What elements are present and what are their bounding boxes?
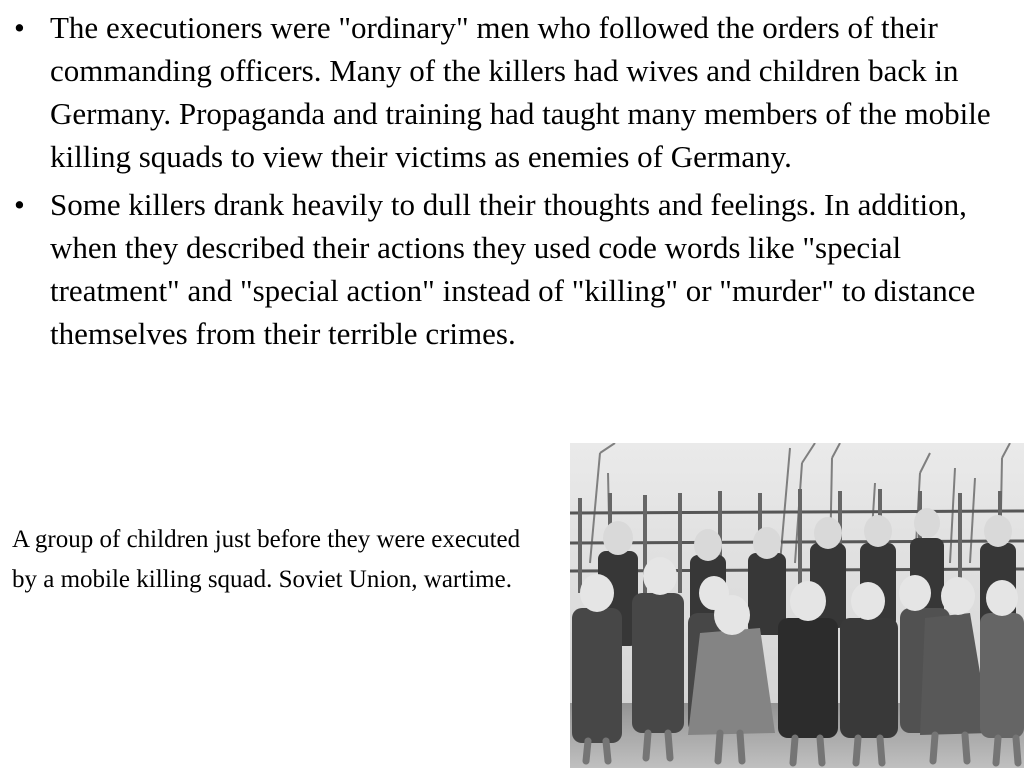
photo-caption: A group of children just before they were executed by a mobile killing squad. Soviet Union, wartime. xyxy=(12,526,521,593)
bullet-icon: • xyxy=(14,187,25,222)
bullet-list xyxy=(14,6,1004,360)
bullet-text: The executioners were "ordinary" men who followed the orders of their commanding officers. Many of the killers had wives and children back in Germany. Propaganda and training had taught many members of the mobile killing squads to view their victims as enemies of Germany. xyxy=(50,10,991,174)
bullet-icon: • xyxy=(14,10,25,45)
photograph-image xyxy=(570,443,1024,768)
bullet-item xyxy=(14,183,1004,355)
children-photograph xyxy=(570,443,1024,768)
bullet-item xyxy=(14,6,1004,178)
bullet-text: Some killers drank heavily to dull their thoughts and feelings. In addition, when they described their actions they used code words like "special treatment" and "special action" instead of "killing" or "murder" to distance themselves from their terrible crimes. xyxy=(50,187,976,351)
